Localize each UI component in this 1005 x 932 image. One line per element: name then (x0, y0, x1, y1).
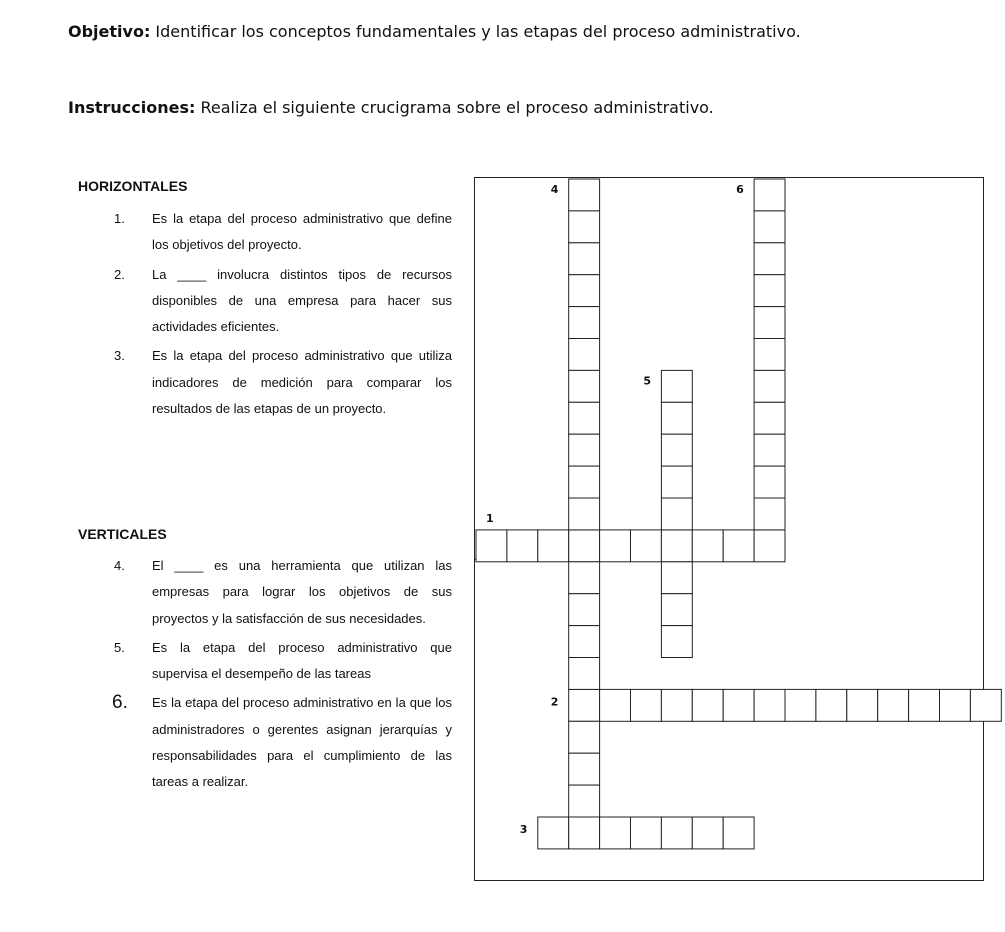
crossword-cell[interactable] (569, 370, 600, 402)
crossword-cell[interactable] (569, 434, 600, 466)
crossword-cell[interactable] (754, 530, 785, 562)
crossword-cell[interactable] (754, 466, 785, 498)
crossword-cell[interactable] (754, 179, 785, 211)
crossword-cell[interactable] (569, 753, 600, 785)
crossword-cell[interactable] (661, 370, 692, 402)
crossword-cell[interactable] (661, 498, 692, 530)
crossword-cell[interactable] (661, 402, 692, 434)
crossword-cell[interactable] (631, 817, 662, 849)
crossword-cell[interactable] (661, 530, 692, 562)
instructions-label: Instrucciones: (68, 98, 196, 117)
crossword-cell[interactable] (661, 626, 692, 658)
crossword-cell[interactable] (569, 785, 600, 817)
word-number-label: 5 (643, 374, 652, 388)
crossword-cell[interactable] (569, 626, 600, 658)
clue-text: La ____ involucra distintos tipos de recursos disponibles de una empresa para hacer sus actividades eficientes. (152, 266, 452, 335)
objective-text: Identificar los conceptos fundamentales y las etapas del proceso administrativo. (150, 22, 801, 41)
crossword-cell[interactable] (909, 689, 940, 721)
crossword-cell[interactable] (569, 658, 600, 690)
crossword-cell[interactable] (847, 689, 878, 721)
crossword-cell[interactable] (569, 275, 600, 307)
clue-number: 5. (114, 639, 125, 655)
instructions-text: Realiza el siguiente crucigrama sobre el proceso administrativo. (195, 98, 714, 117)
crossword-cell[interactable] (970, 689, 1001, 721)
crossword-cell[interactable] (816, 689, 847, 721)
crossword-cell[interactable] (507, 530, 538, 562)
clue-text: Es la etapa del proceso administrativo en la que los administradores o gerentes asignan jerarquías y responsabilidades para el cumplimiento de las tareas a realizar. (152, 695, 452, 790)
crossword-cell[interactable] (723, 689, 754, 721)
crossword-cell[interactable] (476, 530, 507, 562)
crossword-cell[interactable] (569, 243, 600, 275)
crossword-cell[interactable] (569, 562, 600, 594)
crossword-cell[interactable] (569, 211, 600, 243)
crossword-cell[interactable] (661, 689, 692, 721)
crossword-cell[interactable] (569, 498, 600, 530)
crossword-cell[interactable] (754, 498, 785, 530)
word-number-label: 1 (486, 511, 494, 525)
clue-text: Es la etapa del proceso administrativo que define los objetivos del proyecto. (152, 211, 452, 253)
crossword-cell[interactable] (661, 817, 692, 849)
crossword-cell[interactable] (569, 402, 600, 434)
clue-text: Es la etapa del proceso administrativo que supervisa el desempeño de las tareas (152, 639, 452, 682)
word-number-label: 2 (550, 695, 559, 709)
crossword-cell[interactable] (538, 817, 569, 849)
crossword-cell[interactable] (754, 689, 785, 721)
clue-text: Es la etapa del proceso administrativo que utiliza indicadores de medición para comparar los resultados de las etapas de un proyecto. (152, 348, 452, 417)
word-number-label: 4 (550, 183, 559, 196)
clue-number: 1. (114, 211, 125, 226)
crossword-cell[interactable] (754, 434, 785, 466)
crossword-cell[interactable] (569, 530, 600, 562)
word-number-label: 6 (736, 183, 744, 196)
crossword-cell[interactable] (754, 370, 785, 402)
crossword-cell[interactable] (569, 689, 600, 721)
clue-number: 3. (114, 348, 125, 364)
crossword-cell[interactable] (754, 275, 785, 307)
clue-number: 2. (114, 266, 125, 282)
crossword-cell[interactable] (569, 339, 600, 371)
crossword-cell[interactable] (754, 243, 785, 275)
crossword-cell[interactable] (569, 466, 600, 498)
crossword-cell[interactable] (569, 594, 600, 626)
clue-number: 4. (114, 558, 125, 573)
verticales-heading: VERTICALES (78, 526, 167, 542)
crossword-cell[interactable] (723, 530, 754, 562)
crossword-cell[interactable] (631, 689, 662, 721)
crossword-cell[interactable] (785, 689, 816, 721)
crossword-cell[interactable] (754, 307, 785, 339)
crossword-cell[interactable] (631, 530, 662, 562)
clue-text: El ____ es una herramienta que utilizan las empresas para lograr los objetivos de sus proyectos y la satisfacción de sus necesidades. (152, 558, 452, 626)
crossword-cell[interactable] (569, 307, 600, 339)
crossword-cell[interactable] (940, 689, 971, 721)
crossword-cell[interactable] (723, 817, 754, 849)
crossword-cell[interactable] (600, 689, 631, 721)
objective-label: Objetivo: (68, 22, 151, 41)
crossword-cell[interactable] (569, 721, 600, 753)
crossword-cell[interactable] (754, 339, 785, 371)
horizontales-heading: HORIZONTALES (78, 178, 188, 194)
crossword-cell[interactable] (692, 530, 723, 562)
crossword-cell[interactable] (538, 530, 569, 562)
crossword-cell[interactable] (600, 817, 631, 849)
crossword-cell[interactable] (692, 689, 723, 721)
crossword-cell[interactable] (878, 689, 909, 721)
crossword-cell[interactable] (661, 594, 692, 626)
crossword-cell[interactable] (754, 402, 785, 434)
crossword-cell[interactable] (569, 179, 600, 211)
crossword-cell[interactable] (692, 817, 723, 849)
word-number-label: 3 (519, 823, 528, 836)
crossword-cell[interactable] (661, 466, 692, 498)
crossword-cell[interactable] (600, 530, 631, 562)
crossword-cell[interactable] (754, 211, 785, 243)
crossword-cell[interactable] (661, 434, 692, 466)
crossword-cell[interactable] (569, 817, 600, 849)
clue-number: 6. (112, 692, 128, 714)
crossword-cell[interactable] (661, 562, 692, 594)
